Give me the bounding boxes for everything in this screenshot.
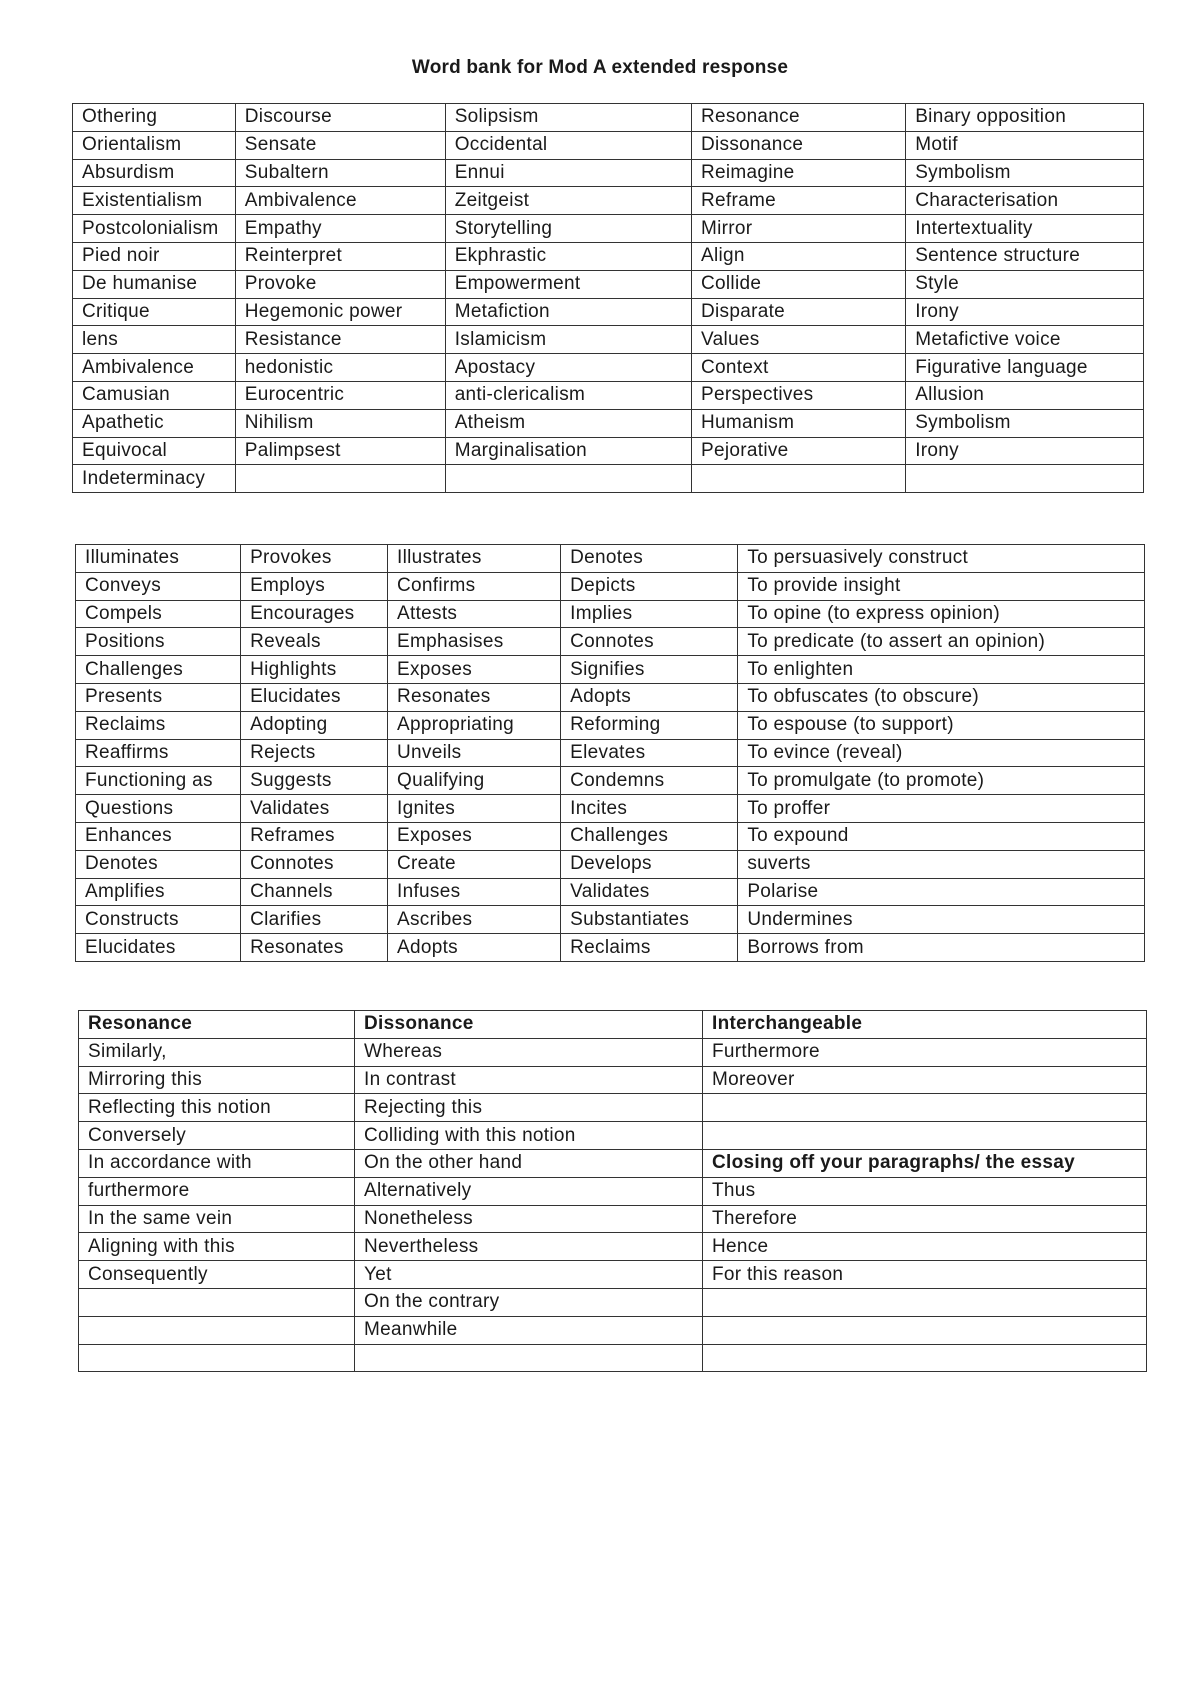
table-cell: Existentialism — [73, 187, 236, 215]
table-cell: Motif — [906, 131, 1144, 159]
table-cell: Elucidates — [76, 934, 241, 962]
connectives-table — [78, 1010, 1147, 1372]
table-cell: Suggests — [241, 767, 388, 795]
verbs-table — [75, 544, 1145, 962]
table-cell: Questions — [76, 795, 241, 823]
table-cell: Adopts — [561, 683, 738, 711]
table-cell: Ambivalence — [73, 354, 236, 382]
table-cell: Denotes — [561, 545, 738, 573]
table-cell: Mirroring this — [79, 1066, 355, 1094]
table-cell: Irony — [906, 298, 1144, 326]
table-row — [79, 1122, 1147, 1150]
table-cell: Signifies — [561, 656, 738, 684]
table-cell: Substantiates — [561, 906, 738, 934]
table-row — [79, 1038, 1147, 1066]
table-cell: To enlighten — [738, 656, 1145, 684]
table-row — [73, 465, 1144, 493]
table-cell: Encourages — [241, 600, 388, 628]
table-row — [73, 437, 1144, 465]
table-cell: Elevates — [561, 739, 738, 767]
table-cell: Islamicism — [445, 326, 691, 354]
table-cell: Marginalisation — [445, 437, 691, 465]
table-cell: Apathetic — [73, 409, 236, 437]
table-cell: Metafictive voice — [906, 326, 1144, 354]
table-cell — [906, 465, 1144, 493]
table-cell: Orientalism — [73, 131, 236, 159]
table-cell: Reclaims — [561, 934, 738, 962]
table-row — [73, 242, 1144, 270]
table-row — [73, 159, 1144, 187]
table-cell: Similarly, — [79, 1038, 355, 1066]
table-cell: Depicts — [561, 572, 738, 600]
table-cell: Symbolism — [906, 409, 1144, 437]
table-cell: Palimpsest — [235, 437, 445, 465]
table-cell: Condemns — [561, 767, 738, 795]
table-cell: Provokes — [241, 545, 388, 573]
table-row — [79, 1094, 1147, 1122]
table-cell: hedonistic — [235, 354, 445, 382]
table-cell: Ignites — [388, 795, 561, 823]
table-row — [79, 1233, 1147, 1261]
table-cell: Style — [906, 270, 1144, 298]
table-cell: Irony — [906, 437, 1144, 465]
table-cell: Interchangeable — [703, 1011, 1147, 1039]
table-cell: On the contrary — [355, 1288, 703, 1316]
table-cell: Reinterpret — [235, 242, 445, 270]
table-cell — [692, 465, 906, 493]
table-cell: To obfuscates (to obscure) — [738, 683, 1145, 711]
table-cell: Adopts — [388, 934, 561, 962]
table-cell: Connotes — [561, 628, 738, 656]
table-cell: Equivocal — [73, 437, 236, 465]
table-cell: Challenges — [561, 822, 738, 850]
table-row — [76, 739, 1145, 767]
table-cell: Amplifies — [76, 878, 241, 906]
table-cell: Allusion — [906, 381, 1144, 409]
table-cell: Exposes — [388, 656, 561, 684]
table-cell: Camusian — [73, 381, 236, 409]
table-row — [79, 1149, 1147, 1177]
table-row — [79, 1316, 1147, 1344]
table-cell: Atheism — [445, 409, 691, 437]
table-cell: Clarifies — [241, 906, 388, 934]
table-cell: On the other hand — [355, 1149, 703, 1177]
table-cell: Sensate — [235, 131, 445, 159]
table-row — [76, 767, 1145, 795]
table-cell: Resonance — [79, 1011, 355, 1039]
table-cell: De humanise — [73, 270, 236, 298]
table-cell: Thus — [703, 1177, 1147, 1205]
table-cell: Characterisation — [906, 187, 1144, 215]
table-cell — [703, 1316, 1147, 1344]
table-row — [76, 906, 1145, 934]
table-cell: Exposes — [388, 822, 561, 850]
table-cell: Channels — [241, 878, 388, 906]
table-cell: Illustrates — [388, 545, 561, 573]
table-cell: In the same vein — [79, 1205, 355, 1233]
table-cell: Attests — [388, 600, 561, 628]
table-cell: In accordance with — [79, 1149, 355, 1177]
table-cell: Conversely — [79, 1122, 355, 1150]
table-cell: Perspectives — [692, 381, 906, 409]
table-cell: To expound — [738, 822, 1145, 850]
table-cell: Empowerment — [445, 270, 691, 298]
table-cell: suverts — [738, 850, 1145, 878]
table-cell: Illuminates — [76, 545, 241, 573]
table-row — [76, 572, 1145, 600]
table-row — [76, 822, 1145, 850]
table-row — [73, 409, 1144, 437]
table-cell: Validates — [241, 795, 388, 823]
table-cell: Functioning as — [76, 767, 241, 795]
table-cell: Sentence structure — [906, 242, 1144, 270]
table-cell: Humanism — [692, 409, 906, 437]
table-cell: Resonance — [692, 104, 906, 132]
table-row — [73, 354, 1144, 382]
table-cell: Yet — [355, 1261, 703, 1289]
table-cell: Nihilism — [235, 409, 445, 437]
table-cell: lens — [73, 326, 236, 354]
table-cell: Presents — [76, 683, 241, 711]
table-cell — [79, 1288, 355, 1316]
table-cell — [79, 1344, 355, 1372]
table-cell: Aligning with this — [79, 1233, 355, 1261]
table-row — [76, 795, 1145, 823]
table-cell: Develops — [561, 850, 738, 878]
table-cell — [235, 465, 445, 493]
table-cell: Resonates — [388, 683, 561, 711]
table-cell: In contrast — [355, 1066, 703, 1094]
table-row — [76, 711, 1145, 739]
table-cell: Resistance — [235, 326, 445, 354]
table-cell: Context — [692, 354, 906, 382]
table-cell: Connotes — [241, 850, 388, 878]
table-cell: Reframe — [692, 187, 906, 215]
table-cell: Align — [692, 242, 906, 270]
table-cell: Enhances — [76, 822, 241, 850]
table-cell: Provoke — [235, 270, 445, 298]
table-cell: Critique — [73, 298, 236, 326]
table-row — [79, 1066, 1147, 1094]
table-row — [73, 381, 1144, 409]
table-cell: Challenges — [76, 656, 241, 684]
table-cell: Ambivalence — [235, 187, 445, 215]
table-row — [79, 1344, 1147, 1372]
table-cell: Consequently — [79, 1261, 355, 1289]
table-cell: Closing off your paragraphs/ the essay — [703, 1149, 1147, 1177]
table-row — [79, 1205, 1147, 1233]
table-cell: Furthermore — [703, 1038, 1147, 1066]
table-cell: Rejecting this — [355, 1094, 703, 1122]
table-cell: To proffer — [738, 795, 1145, 823]
table-cell: Solipsism — [445, 104, 691, 132]
table-cell: Apostacy — [445, 354, 691, 382]
table-cell: Empathy — [235, 215, 445, 243]
table-row — [76, 878, 1145, 906]
table-row — [73, 104, 1144, 132]
table-cell: Zeitgeist — [445, 187, 691, 215]
table-cell: Colliding with this notion — [355, 1122, 703, 1150]
table-cell: furthermore — [79, 1177, 355, 1205]
table-row — [79, 1177, 1147, 1205]
table-cell: Dissonance — [692, 131, 906, 159]
table-cell: Highlights — [241, 656, 388, 684]
table-cell: To persuasively construct — [738, 545, 1145, 573]
table-cell: Disparate — [692, 298, 906, 326]
table-cell: Hegemonic power — [235, 298, 445, 326]
table-cell: Positions — [76, 628, 241, 656]
table-cell: Indeterminacy — [73, 465, 236, 493]
table-cell: Incites — [561, 795, 738, 823]
table-row — [76, 850, 1145, 878]
table-cell: Confirms — [388, 572, 561, 600]
table-cell: Compels — [76, 600, 241, 628]
table-cell: Binary opposition — [906, 104, 1144, 132]
table-cell: Nevertheless — [355, 1233, 703, 1261]
table-row — [73, 326, 1144, 354]
table-cell: Alternatively — [355, 1177, 703, 1205]
table-cell: Collide — [692, 270, 906, 298]
table-cell: Denotes — [76, 850, 241, 878]
table-cell: Therefore — [703, 1205, 1147, 1233]
table-row — [73, 187, 1144, 215]
table-cell: Hence — [703, 1233, 1147, 1261]
table-cell: Eurocentric — [235, 381, 445, 409]
table-cell — [703, 1122, 1147, 1150]
table-row — [76, 934, 1145, 962]
table-cell: Constructs — [76, 906, 241, 934]
table-cell: Resonates — [241, 934, 388, 962]
table-cell: Postcolonialism — [73, 215, 236, 243]
table-cell: Undermines — [738, 906, 1145, 934]
table-cell — [79, 1316, 355, 1344]
table-row — [73, 298, 1144, 326]
table-cell: Pied noir — [73, 242, 236, 270]
table-row — [79, 1011, 1147, 1039]
table-cell: Qualifying — [388, 767, 561, 795]
table-cell: Pejorative — [692, 437, 906, 465]
table-cell: Validates — [561, 878, 738, 906]
table-row — [73, 131, 1144, 159]
table-cell: Meanwhile — [355, 1316, 703, 1344]
table-cell: Occidental — [445, 131, 691, 159]
table-cell: To provide insight — [738, 572, 1145, 600]
table-cell — [355, 1344, 703, 1372]
table-cell: Reclaims — [76, 711, 241, 739]
table-cell: Ekphrastic — [445, 242, 691, 270]
table-cell: Borrows from — [738, 934, 1145, 962]
table-cell: Appropriating — [388, 711, 561, 739]
table-cell: Subaltern — [235, 159, 445, 187]
table-cell: Figurative language — [906, 354, 1144, 382]
table-cell: Employs — [241, 572, 388, 600]
table-cell: Intertextuality — [906, 215, 1144, 243]
table-cell: Conveys — [76, 572, 241, 600]
table-cell — [445, 465, 691, 493]
table-row — [73, 270, 1144, 298]
table-cell: To opine (to express opinion) — [738, 600, 1145, 628]
table-cell: Emphasises — [388, 628, 561, 656]
table-cell: To espouse (to support) — [738, 711, 1145, 739]
table-row — [79, 1261, 1147, 1289]
table-cell: Unveils — [388, 739, 561, 767]
table-row — [73, 215, 1144, 243]
literary-terms-table — [72, 103, 1144, 493]
table-cell — [703, 1288, 1147, 1316]
table-cell: Reaffirms — [76, 739, 241, 767]
table-cell: Ascribes — [388, 906, 561, 934]
table-cell — [703, 1344, 1147, 1372]
table-cell: Ennui — [445, 159, 691, 187]
table-cell: For this reason — [703, 1261, 1147, 1289]
table-cell: Symbolism — [906, 159, 1144, 187]
table-cell: Reimagine — [692, 159, 906, 187]
table-row — [76, 683, 1145, 711]
table-cell: Dissonance — [355, 1011, 703, 1039]
page-title: Word bank for Mod A extended response — [411, 57, 789, 78]
table-cell: Storytelling — [445, 215, 691, 243]
table-row — [79, 1288, 1147, 1316]
table-cell: Metafiction — [445, 298, 691, 326]
table-row — [76, 656, 1145, 684]
table-cell: Discourse — [235, 104, 445, 132]
table-cell: Moreover — [703, 1066, 1147, 1094]
table-cell: Reflecting this notion — [79, 1094, 355, 1122]
table-cell: Absurdism — [73, 159, 236, 187]
table-cell: Whereas — [355, 1038, 703, 1066]
table-cell: Polarise — [738, 878, 1145, 906]
table-cell: anti-clericalism — [445, 381, 691, 409]
table-cell: Adopting — [241, 711, 388, 739]
table-cell: To predicate (to assert an opinion) — [738, 628, 1145, 656]
table-cell: Reforming — [561, 711, 738, 739]
table-row — [76, 545, 1145, 573]
table-cell: To evince (reveal) — [738, 739, 1145, 767]
table-cell: Mirror — [692, 215, 906, 243]
table-cell: Nonetheless — [355, 1205, 703, 1233]
table-cell: Infuses — [388, 878, 561, 906]
table-cell: Implies — [561, 600, 738, 628]
table-cell — [703, 1094, 1147, 1122]
table-cell: Elucidates — [241, 683, 388, 711]
table-cell: Create — [388, 850, 561, 878]
table-cell: Reframes — [241, 822, 388, 850]
table-cell: Rejects — [241, 739, 388, 767]
table-cell: To promulgate (to promote) — [738, 767, 1145, 795]
table-cell: Othering — [73, 104, 236, 132]
table-row — [76, 628, 1145, 656]
table-row — [76, 600, 1145, 628]
table-cell: Reveals — [241, 628, 388, 656]
table-cell: Values — [692, 326, 906, 354]
